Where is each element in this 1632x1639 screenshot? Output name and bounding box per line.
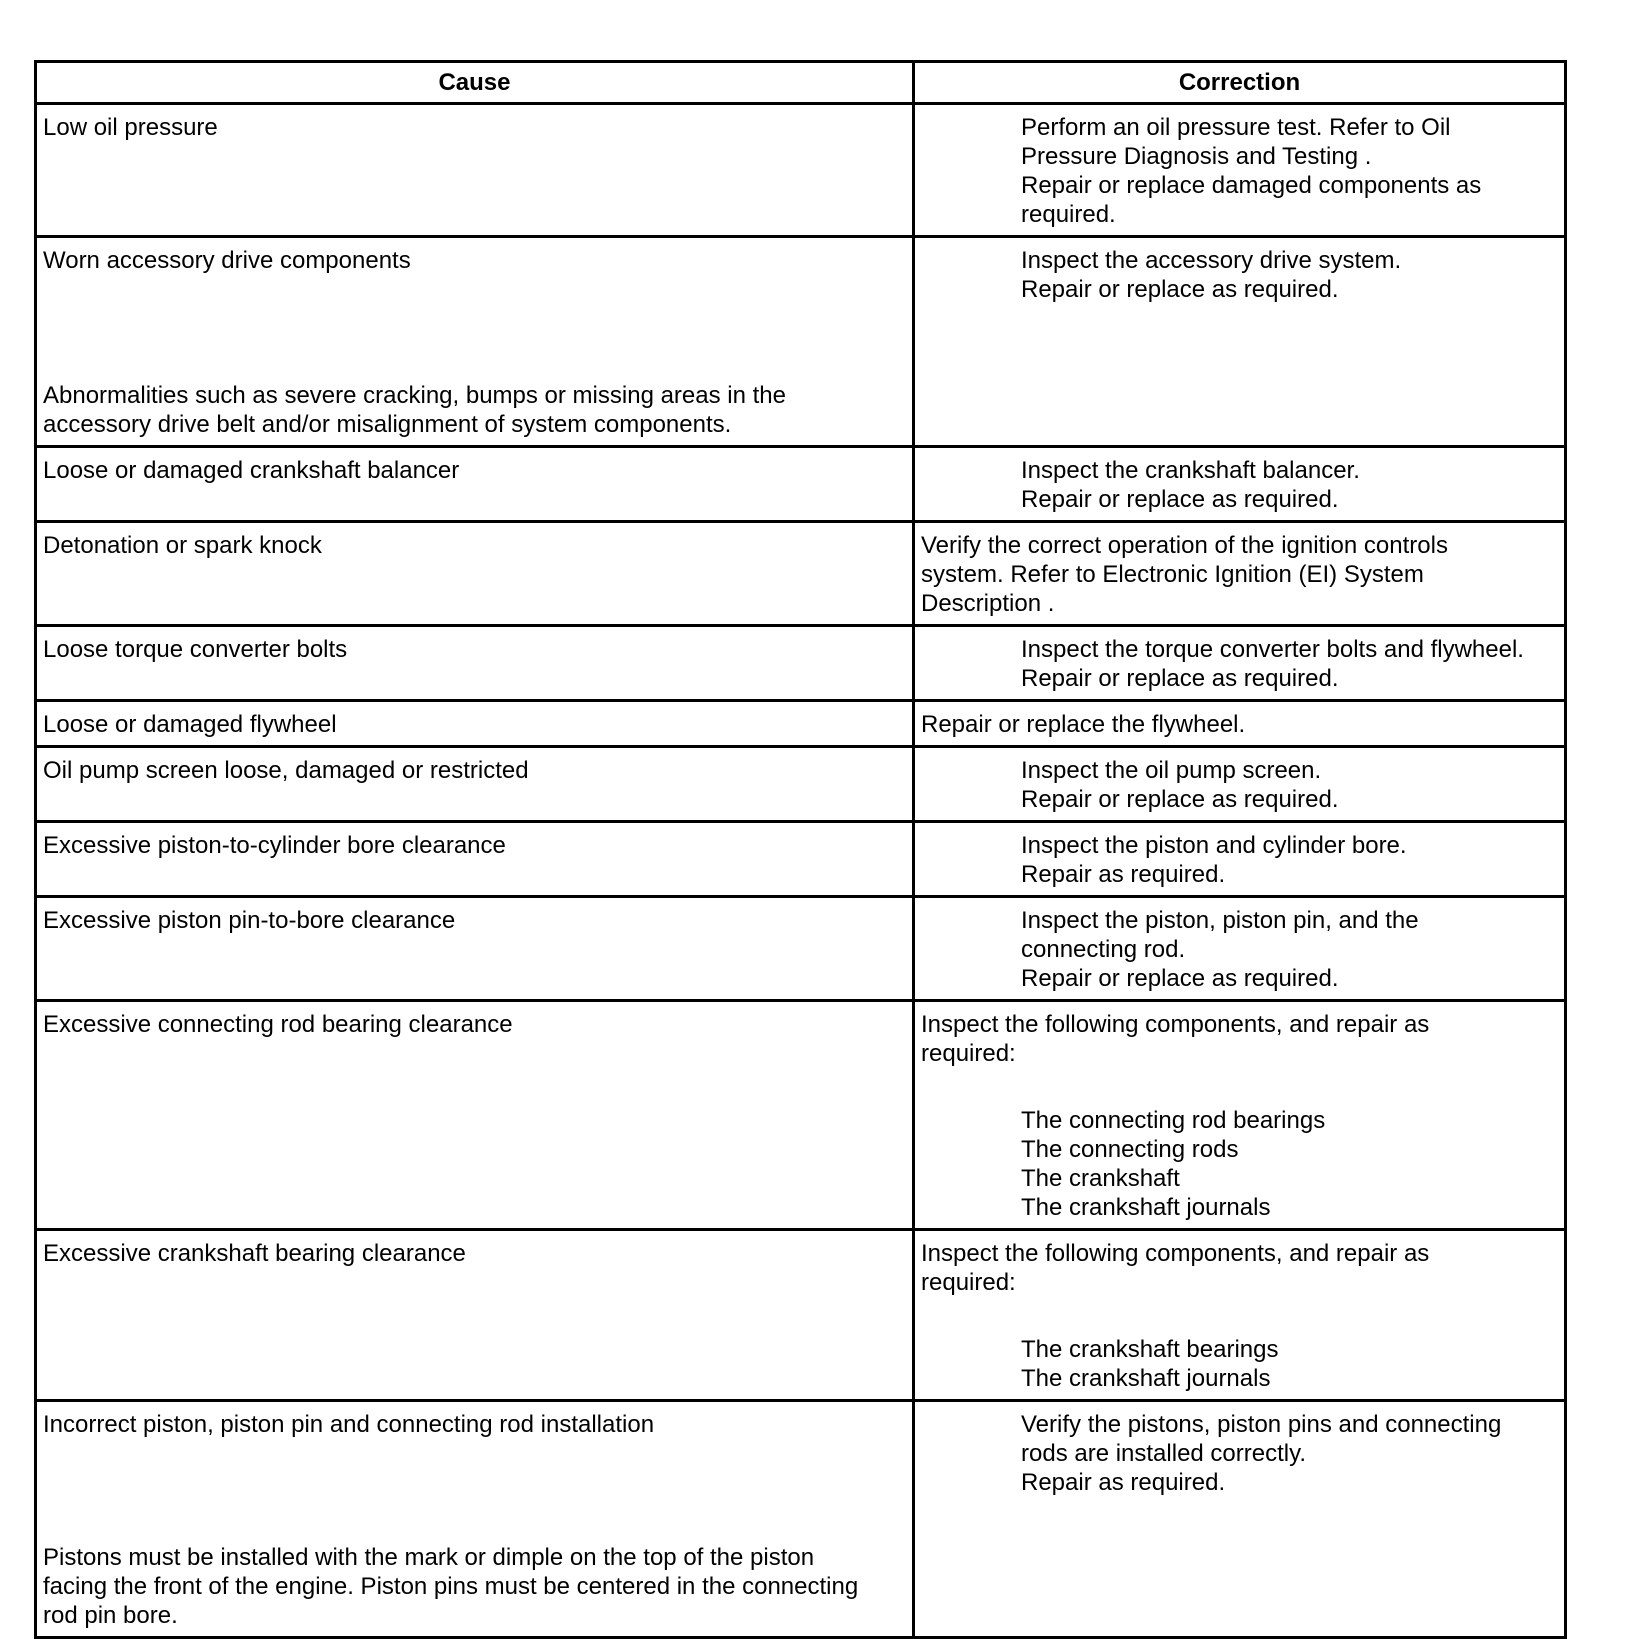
cause-text: Detonation or spark knock: [43, 532, 322, 559]
table-row: [36, 626, 1566, 701]
correction-header: Correction: [914, 62, 1566, 104]
table-row: [36, 822, 1566, 897]
correction-text-line: system. Refer to Electronic Ignition (EI) System: [921, 561, 1424, 588]
table-row: [36, 447, 1566, 522]
cause-cell: [36, 747, 914, 822]
correction-list-item: The crankshaft bearings: [1021, 1336, 1279, 1363]
correction-line: Repair or replace as required.: [1021, 276, 1339, 303]
table-row: [36, 1001, 1566, 1230]
diagnostic-table: [34, 60, 1567, 1639]
table-row: [36, 1230, 1566, 1401]
correction-text-line: required:: [921, 1269, 1016, 1296]
cause-text: Excessive piston-to-cylinder bore clearance: [43, 832, 506, 859]
correction-cell: [914, 626, 1566, 701]
correction-line: Repair or replace as required.: [1021, 486, 1339, 513]
cause-text: Excessive crankshaft bearing clearance: [43, 1240, 466, 1267]
cause-text: Low oil pressure: [43, 114, 218, 141]
table-row: [36, 701, 1566, 747]
correction-list-item: The connecting rod bearings: [1021, 1107, 1326, 1134]
correction-cell: [914, 1401, 1566, 1638]
cause-text: Excessive piston pin-to-bore clearance: [43, 907, 456, 934]
correction-line: Inspect the crankshaft balancer.: [1021, 457, 1360, 484]
correction-cell: [914, 822, 1566, 897]
correction-line: Repair or replace as required.: [1021, 965, 1339, 992]
correction-list-item: The crankshaft journals: [1021, 1194, 1271, 1221]
correction-cell: [914, 522, 1566, 626]
cause-cell: [36, 522, 914, 626]
correction-cell: [914, 701, 1566, 747]
correction-cell: [914, 104, 1566, 237]
cause-text: Loose or damaged crankshaft balancer: [43, 457, 460, 484]
cause-note-line: accessory drive belt and/or misalignment of system components.: [43, 411, 732, 438]
correction-text-line: required:: [921, 1040, 1016, 1067]
table-row: [36, 747, 1566, 822]
correction-line: Repair or replace as required.: [1021, 786, 1339, 813]
correction-cell: [914, 1230, 1566, 1401]
correction-line: required.: [1021, 201, 1116, 228]
cause-note-line: Abnormalities such as severe cracking, bumps or missing areas in the: [43, 382, 786, 409]
cause-text: Excessive connecting rod bearing clearance: [43, 1011, 513, 1038]
correction-text-line: Description .: [921, 590, 1055, 617]
cause-cell: [36, 104, 914, 237]
cause-cell: [36, 897, 914, 1001]
correction-list-item: The connecting rods: [1021, 1136, 1239, 1163]
cause-note-line: facing the front of the engine. Piston pins must be centered in the connecting: [43, 1573, 859, 1600]
table-row: [36, 897, 1566, 1001]
correction-cell: [914, 897, 1566, 1001]
correction-line: Repair as required.: [1021, 1469, 1226, 1496]
table-row: [36, 1401, 1566, 1638]
correction-line: Pressure Diagnosis and Testing .: [1021, 143, 1372, 170]
cause-cell: [36, 447, 914, 522]
correction-line: Repair or replace damaged components as: [1021, 172, 1482, 199]
cause-cell: [36, 626, 914, 701]
table-row: [36, 522, 1566, 626]
correction-text-line: Repair or replace the flywheel.: [921, 711, 1246, 738]
cause-header: Cause: [36, 62, 914, 104]
correction-text-line: Verify the correct operation of the ignition controls: [921, 532, 1448, 559]
correction-line: connecting rod.: [1021, 936, 1186, 963]
correction-line: Perform an oil pressure test. Refer to Oil: [1021, 114, 1451, 141]
table-row: [36, 104, 1566, 237]
cause-text: Incorrect piston, piston pin and connecting rod installation: [43, 1411, 655, 1438]
correction-line: Verify the pistons, piston pins and connecting: [1021, 1411, 1502, 1438]
cause-text: Loose or damaged flywheel: [43, 711, 337, 738]
correction-cell: [914, 237, 1566, 447]
header-row: [36, 62, 1566, 104]
correction-line: Repair or replace as required.: [1021, 665, 1339, 692]
cause-cell: [36, 1401, 914, 1638]
correction-text-line: Inspect the following components, and repair as: [921, 1011, 1430, 1038]
correction-line: Inspect the piston and cylinder bore.: [1021, 832, 1407, 859]
cause-text: Oil pump screen loose, damaged or restricted: [43, 757, 529, 784]
correction-line: Repair as required.: [1021, 861, 1226, 888]
cause-text: Loose torque converter bolts: [43, 636, 348, 663]
cause-note-line: Pistons must be installed with the mark or dimple on the top of the piston: [43, 1544, 815, 1571]
cause-cell: [36, 237, 914, 447]
correction-cell: [914, 1001, 1566, 1230]
correction-cell: [914, 447, 1566, 522]
table-row: [36, 237, 1566, 447]
correction-cell: [914, 747, 1566, 822]
cause-cell: [36, 701, 914, 747]
correction-line: Inspect the torque converter bolts and flywheel.: [1021, 636, 1524, 663]
correction-line: Inspect the accessory drive system.: [1021, 247, 1402, 274]
correction-list-item: The crankshaft journals: [1021, 1365, 1271, 1392]
cause-cell: [36, 1001, 914, 1230]
correction-line: rods are installed correctly.: [1021, 1440, 1306, 1467]
correction-text-line: Inspect the following components, and repair as: [921, 1240, 1430, 1267]
cause-note-line: rod pin bore.: [43, 1602, 178, 1629]
cause-text: Worn accessory drive components: [43, 247, 411, 274]
cause-cell: [36, 1230, 914, 1401]
correction-line: Inspect the piston, piston pin, and the: [1021, 907, 1419, 934]
cause-cell: [36, 822, 914, 897]
correction-line: Inspect the oil pump screen.: [1021, 757, 1322, 784]
correction-list-item: The crankshaft: [1021, 1165, 1180, 1192]
